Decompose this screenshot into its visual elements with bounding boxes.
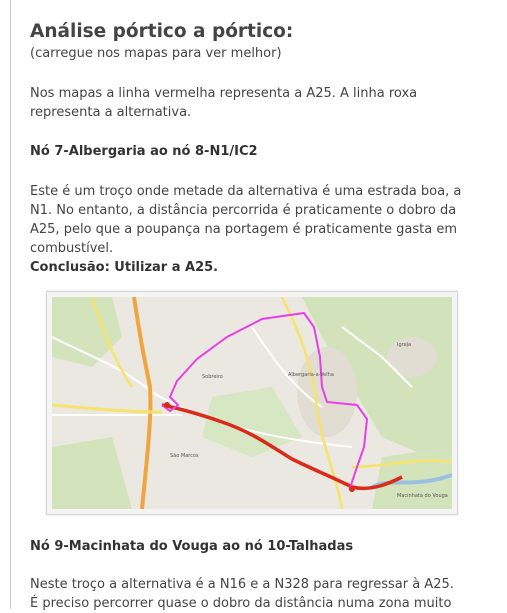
section1-line-3: A25, pelo que a poupança na portagem é praticamente gasta em (30, 222, 458, 237)
post-heading: Análise pórtico a pórtico: (30, 21, 294, 42)
map-label-macinhata: Macinhata do Vouga (397, 493, 448, 499)
sidebar-divider (10, 0, 11, 609)
post-subtitle: (carregue nos mapas para ver melhor) (30, 46, 282, 61)
urban-area (387, 337, 437, 377)
map-label-sobreiro: Sobreiro (202, 374, 223, 380)
map-label-igreja: Igreja (397, 342, 412, 348)
section1-heading: Nó 7-Albergaria ao nó 8-N1/IC2 (30, 144, 258, 159)
map-label-albergaria: Albergaria-a-Velha (288, 372, 334, 378)
route-startpoint-marker (164, 402, 170, 408)
post-content (30, 20, 490, 277)
route-endpoint-marker (349, 486, 355, 492)
intro-paragraph: Nos mapas a linha vermelha representa a A25. A linha roxa representa a alternativa. (30, 86, 418, 120)
section1-line-1: Este é um troço onde metade da alternativa é uma estrada boa, a (30, 184, 462, 199)
route-map-image[interactable] (46, 291, 458, 515)
section2-line-1: Neste troço a alternativa é a N16 e a N328 para regressar à A25. (30, 577, 454, 592)
map-label-sao-marcos: São Marcos (170, 453, 199, 459)
section2 (30, 537, 490, 613)
section1-body (30, 182, 490, 258)
section2-line-2: É preciso percorrer quase o dobro da distância numa zona muito (30, 596, 452, 611)
section1-line-2: N1. No entanto, a distância percorrida é praticamente o dobro da (30, 203, 457, 218)
section2-heading: Nó 9-Macinhata do Vouga ao nó 10-Talhadas (30, 539, 354, 554)
section1-line-4: combustível. (30, 241, 114, 256)
section1-conclusion: Conclusão: Utilizar a A25. (30, 260, 219, 275)
map-graphic (52, 297, 452, 509)
urban-area (297, 347, 357, 437)
